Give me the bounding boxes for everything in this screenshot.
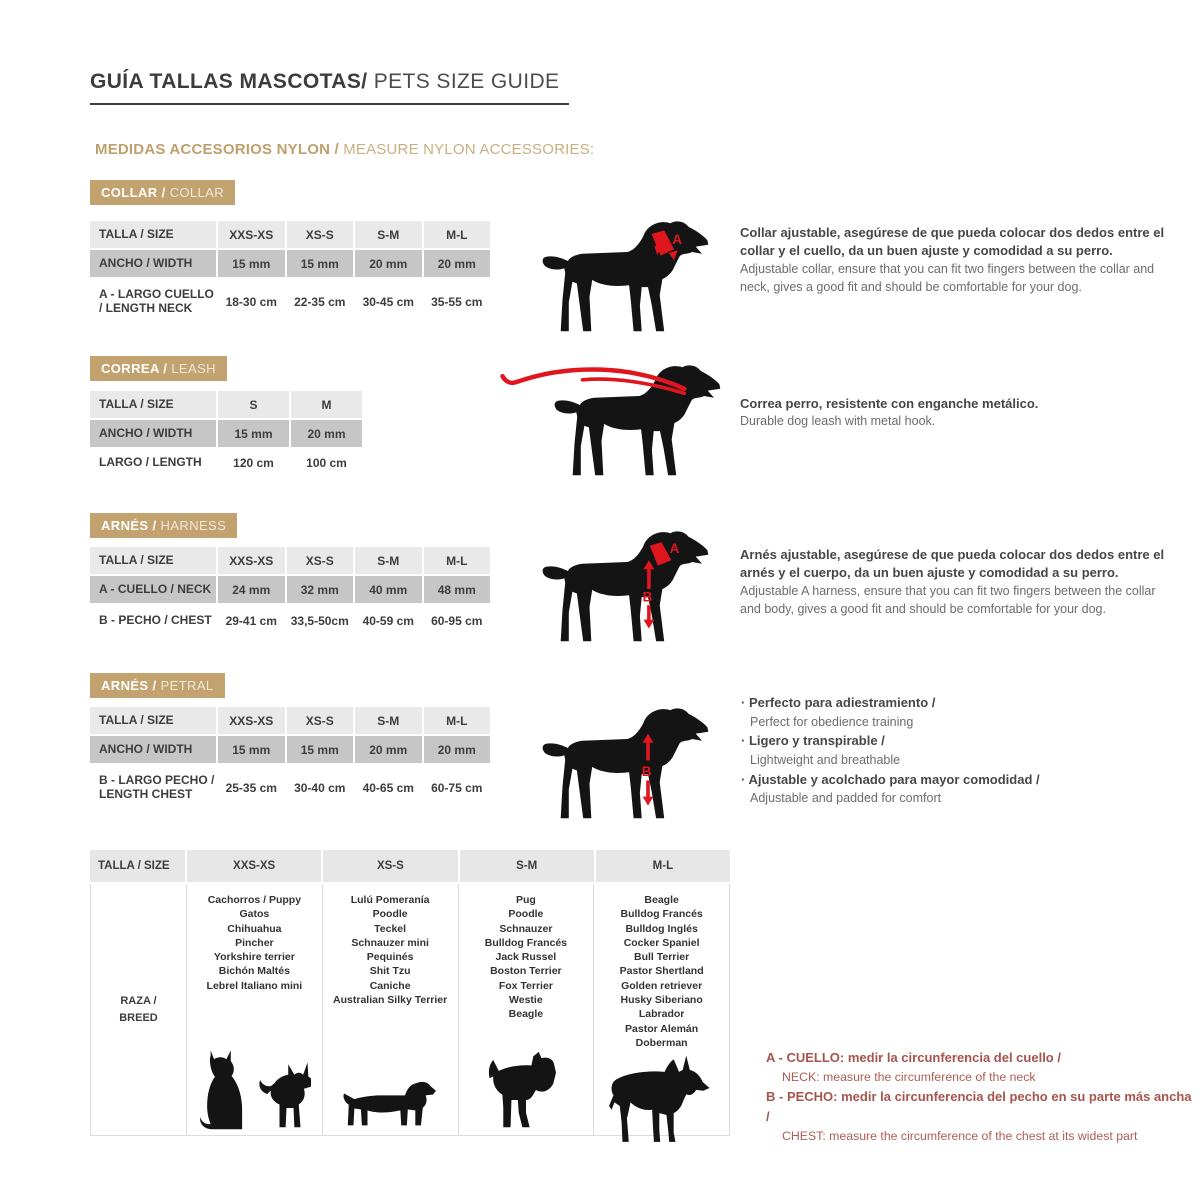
list-item: Poodle	[508, 908, 544, 921]
list-item: S-M	[355, 221, 422, 248]
page-title	[90, 70, 569, 105]
breed-silhouettes	[609, 1050, 715, 1144]
petral-feature-list	[741, 693, 1183, 808]
note-b-bold: B - PECHO: medir la circunferencia del pecho en su parte más ancha /	[766, 1089, 1192, 1125]
table-row	[90, 250, 490, 277]
breed-table-header	[90, 850, 730, 882]
note-a-bold: A - CUELLO: medir la circunferencia del cuello /	[766, 1050, 1061, 1065]
list-item: 35-55 cm	[424, 279, 491, 324]
breed-list	[620, 893, 704, 1050]
list-item: Shit Tzu	[369, 965, 411, 978]
breed-size-header-label: TALLA / SIZE	[90, 850, 185, 882]
leash-size-table	[90, 391, 362, 476]
table-row	[90, 420, 362, 447]
note-a-normal: NECK: measure the circumference of the neck	[782, 1070, 1036, 1085]
list-item: 48 mm	[424, 576, 491, 603]
harness-desc-es: Arnés ajustable, asegúrese de que pueda colocar dos dedos entre el arnés y el cuerpo, da un buen ajuste y comodidad a su perro.	[740, 547, 1165, 581]
list-item: XS-S	[287, 221, 354, 248]
harness-marker-b: B	[642, 589, 653, 605]
list-item: Bichón Maltés	[218, 965, 290, 978]
table-row	[90, 707, 490, 734]
list-item: 15 mm	[218, 420, 289, 447]
harness-tag-es: ARNÉS /	[101, 518, 161, 533]
collar-desc-en: Adjustable collar, ensure that you can fit two fingers between the collar and neck, gives a good fit and should be comfortable for your dog.	[740, 261, 1155, 294]
list-item: XS-S	[287, 707, 354, 734]
leash-tag-es: CORREA /	[101, 361, 172, 376]
petral-bullet-es: · Ligero y transpirable /	[741, 731, 1183, 751]
list-item: M-L	[424, 547, 491, 574]
row-label: B - LARGO PECHO / LENGTH CHEST	[90, 765, 216, 810]
dachshund-silhouette-icon	[341, 1071, 439, 1131]
page-subtitle-es: MEDIDAS ACCESORIOS NYLON /	[95, 141, 344, 158]
list-item: XXS-XS	[218, 547, 285, 574]
breed-column-xxs-xs	[186, 884, 322, 1135]
row-values	[218, 250, 490, 277]
list-item: Fox Terrier	[498, 979, 553, 992]
list-item: M	[291, 391, 362, 418]
collar-tag-en: COLLAR	[169, 185, 225, 200]
list-item: 20 mm	[355, 250, 422, 277]
petral-marker-b: B	[641, 763, 652, 779]
petral-size-table	[90, 707, 490, 810]
list-item: 120 cm	[218, 449, 289, 476]
breed-column-s-m	[458, 884, 594, 1135]
collar-dog-illustration	[540, 216, 720, 342]
list-item: Lebrel Italiano mini	[206, 979, 303, 992]
leash-description	[740, 395, 1177, 431]
list-item: Poodle	[372, 908, 408, 921]
size-header-values	[218, 547, 490, 574]
list-item: 20 mm	[355, 736, 422, 763]
list-item: 20 mm	[291, 420, 362, 447]
breed-list	[333, 893, 447, 1007]
harness-section-tag	[90, 513, 237, 538]
list-item: Australian Silky Terrier	[333, 994, 448, 1007]
list-item: 30-40 cm	[287, 765, 354, 810]
collar-section-tag	[90, 180, 235, 205]
row-values	[218, 605, 490, 637]
size-header-label: TALLA / SIZE	[90, 547, 216, 574]
list-item: Westie	[509, 994, 543, 1007]
list-item: Pastor Shertland	[619, 965, 704, 978]
table-row	[90, 605, 490, 637]
list-item: XS-S	[323, 850, 457, 882]
collar-size-table	[90, 221, 490, 324]
list-item: 40-65 cm	[355, 765, 422, 810]
row-label: ANCHO / WIDTH	[90, 250, 216, 277]
list-item: Teckel	[374, 922, 407, 935]
table-row	[90, 576, 490, 603]
harness-dog-illustration	[540, 526, 720, 652]
breed-list	[207, 893, 303, 993]
petral-section-tag	[90, 673, 225, 698]
petral-bullet-en: Adjustable and padded for comfort	[750, 791, 942, 805]
row-label: ANCHO / WIDTH	[90, 420, 216, 447]
table-row	[90, 765, 490, 810]
doberman-silhouette-icon	[609, 1050, 715, 1144]
leash-tag-en: LEASH	[171, 361, 216, 376]
table-row	[90, 221, 490, 248]
table-row	[90, 449, 362, 476]
collar-tag-es: COLLAR /	[101, 185, 170, 200]
measuring-notes	[766, 1048, 1196, 1147]
list-item: Pug	[515, 894, 536, 906]
list-item: Cocker Spaniel	[623, 936, 700, 949]
leash-desc-es: Correa perro, resistente con enganche metálico.	[740, 396, 1039, 411]
breed-row-label	[91, 884, 186, 1135]
breed-column-xs-s	[322, 884, 458, 1135]
list-item: Gatos	[239, 908, 270, 921]
leash-desc-en: Durable dog leash with metal hook.	[740, 414, 936, 429]
note-b-normal: CHEST: measure the circumference of the chest at its widest part	[782, 1129, 1138, 1144]
list-item: Husky Siberiano	[620, 994, 703, 1007]
row-label: LARGO / LENGTH	[90, 449, 216, 476]
harness-marker-a: A	[669, 541, 680, 556]
breed-size-table	[90, 850, 730, 1136]
breed-row-label-line2: BREED	[119, 1011, 158, 1024]
list-item: 24 mm	[218, 576, 285, 603]
list-item: XXS-XS	[218, 707, 285, 734]
list-item: S-M	[355, 707, 422, 734]
table-row	[90, 736, 490, 763]
row-label: B - PECHO / CHEST	[90, 605, 216, 637]
harness-description	[740, 546, 1177, 618]
list-item: Cachorros / Puppy	[207, 894, 302, 906]
size-header-values	[218, 391, 362, 418]
schnauzer-silhouette-icon	[486, 1049, 566, 1131]
petral-tag-es: ARNÉS /	[101, 678, 161, 693]
harness-size-table	[90, 547, 490, 637]
cat-silhouette-icon	[197, 1047, 247, 1131]
list-item: Pastor Alemán	[625, 1022, 699, 1035]
size-header-label: TALLA / SIZE	[90, 707, 216, 734]
row-label: A - CUELLO / NECK	[90, 576, 216, 603]
list-item: 25-35 cm	[218, 765, 285, 810]
row-values	[218, 576, 490, 603]
list-item: Pincher	[235, 936, 274, 949]
row-values	[218, 736, 490, 763]
list-item: Yorkshire terrier	[213, 951, 295, 964]
leash-dog-illustration	[498, 360, 732, 486]
list-item: 22-35 cm	[287, 279, 354, 324]
size-header-values	[218, 221, 490, 248]
list-item: 18-30 cm	[218, 279, 285, 324]
list-item: XXS-XS	[218, 221, 285, 248]
list-item: 15 mm	[287, 736, 354, 763]
list-item: 20 mm	[424, 736, 491, 763]
petral-bullet-es: · Ajustable y acolchado para mayor comodidad /	[741, 770, 1183, 790]
list-item: 33,5-50cm	[287, 605, 354, 637]
list-item: 60-75 cm	[424, 765, 491, 810]
list-item: S-M	[355, 547, 422, 574]
list-item: XXS-XS	[187, 850, 321, 882]
list-item: XS-S	[287, 547, 354, 574]
list-item: Schnauzer	[499, 922, 553, 935]
breed-table-body	[90, 884, 730, 1136]
table-row	[90, 547, 490, 574]
list-item: Jack Russel	[495, 951, 557, 964]
row-label: ANCHO / WIDTH	[90, 736, 216, 763]
list-item: Caniche	[369, 979, 411, 992]
collar-description	[740, 224, 1177, 296]
collar-marker-a: A	[672, 231, 683, 247]
breed-silhouettes	[341, 1071, 439, 1131]
petral-dog-illustration	[540, 703, 720, 829]
list-item: 32 mm	[287, 576, 354, 603]
collar-desc-es: Collar ajustable, asegúrese de que pueda colocar dos dedos entre el collar y el cuello, da un buen ajuste y comodidad a su perro.	[740, 225, 1165, 259]
size-header-label: TALLA / SIZE	[90, 391, 216, 418]
list-item: 60-95 cm	[424, 605, 491, 637]
list-item: Bull Terrier	[634, 951, 690, 964]
list-item: S-M	[460, 850, 594, 882]
list-item: 30-45 cm	[355, 279, 422, 324]
list-item: 40 mm	[355, 576, 422, 603]
breed-silhouettes	[486, 1049, 566, 1131]
breed-silhouettes	[197, 1047, 311, 1131]
list-item: S	[218, 391, 289, 418]
row-label: A - LARGO CUELLO / LENGTH NECK	[90, 279, 216, 324]
page-title-en: PETS SIZE GUIDE	[367, 70, 560, 93]
breed-column-m-l	[593, 884, 729, 1135]
list-item: M-L	[424, 221, 491, 248]
list-item: 15 mm	[287, 250, 354, 277]
list-item: Boston Terrier	[490, 965, 562, 978]
table-row	[90, 391, 362, 418]
breed-list	[485, 893, 567, 1022]
harness-tag-en: HARNESS	[160, 518, 227, 533]
petral-bullet-en: Perfect for obedience training	[750, 714, 914, 729]
row-values	[218, 279, 490, 324]
list-item: Doberman	[635, 1036, 688, 1049]
petral-bullet-en: Lightweight and breathable	[750, 752, 901, 767]
petral-tag-en: PETRAL	[160, 678, 214, 693]
list-item: M-L	[596, 850, 730, 882]
page-title-es: GUÍA TALLAS MASCOTAS/	[90, 70, 368, 93]
list-item: Beagle	[508, 1008, 544, 1021]
row-values	[218, 449, 362, 476]
list-item: Labrador	[638, 1008, 685, 1021]
list-item: Bulldog Inglés	[625, 922, 698, 935]
list-item: M-L	[424, 707, 491, 734]
chihuahua-silhouette-icon	[255, 1057, 311, 1131]
list-item: 15 mm	[218, 736, 285, 763]
size-header-values	[218, 707, 490, 734]
list-item: Bulldog Francés	[620, 908, 703, 921]
list-item: 40-59 cm	[355, 605, 422, 637]
petral-bullet-es: · Perfecto para adiestramiento /	[741, 693, 1183, 713]
table-row	[90, 279, 490, 324]
list-item: Golden retriever	[621, 979, 703, 992]
list-item: Chihuahua	[227, 922, 282, 935]
row-values	[218, 765, 490, 810]
list-item: Beagle	[644, 894, 679, 906]
breed-size-header-values	[187, 850, 730, 882]
list-item: Pequinés	[366, 951, 414, 964]
breed-row-label-line1: RAZA /	[120, 995, 157, 1007]
leash-section-tag	[90, 356, 227, 381]
page-subtitle-en: MEASURE NYLON ACCESSORIES:	[343, 141, 595, 158]
size-header-label: TALLA / SIZE	[90, 221, 216, 248]
list-item: 15 mm	[218, 250, 285, 277]
list-item: Bulldog Francés	[484, 936, 567, 949]
list-item: 29-41 cm	[218, 605, 285, 637]
row-values	[218, 420, 362, 447]
list-item: 20 mm	[424, 250, 491, 277]
list-item: Lulú Pomeranía	[350, 894, 430, 906]
page-subtitle	[95, 141, 594, 158]
harness-desc-en: Adjustable A harness, ensure that you can fit two fingers between the collar and body, gives a good fit and should be comfortable for your dog.	[740, 583, 1156, 616]
list-item: 100 cm	[291, 449, 362, 476]
list-item: Schnauzer mini	[351, 936, 429, 949]
